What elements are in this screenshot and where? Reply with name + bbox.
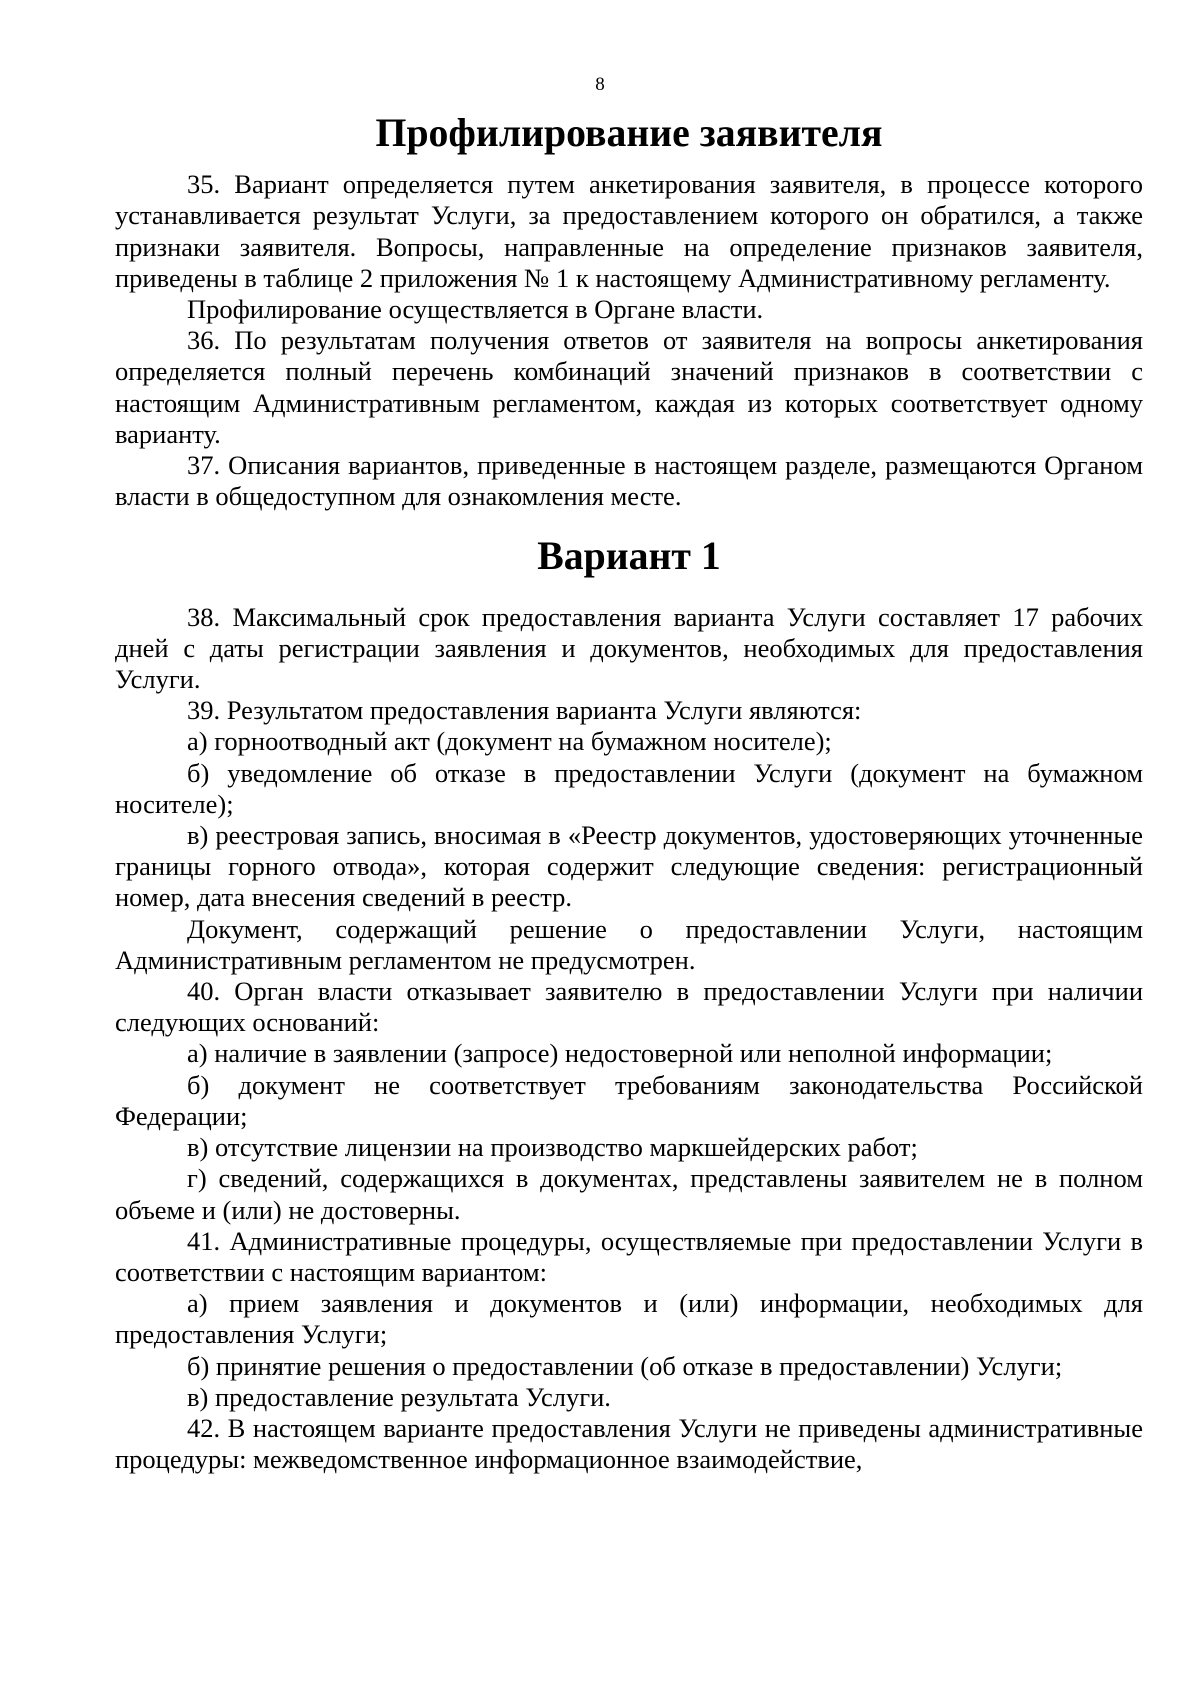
paragraph-38: 38. Максимальный срок предоставления варианта Услуги составляет 17 рабочих дней с даты регистрации заявления и документов, необходимых для предоставления Услуги. [115,601,1143,695]
list-item-41b: б) принятие решения о предоставлении (об отказе в предоставлении) Услуги; [187,1350,1063,1381]
paragraph-40: 40. Орган власти отказывает заявителю в предоставлении Услуги при наличии следующих оснований: [115,976,1143,1038]
list-item-40a: а) наличие в заявлении (запросе) недостоверной или неполной информации; [187,1038,1053,1069]
list-item-39c: в) реестровая запись, вносимая в «Реестр документов, удостоверяющих уточненные границы горного отвода», которая содержит следующие сведения: регистрационный номер, дата внесения сведений в реестр. [115,820,1143,913]
paragraph-39: 39. Результатом предоставления варианта Услуги являются: [187,695,862,726]
page-number: 8 [595,74,605,95]
paragraph-decision-document: Документ, содержащий решение о предоставлении Услуги, настоящим Административным регламентом не предусмотрен. [115,913,1143,975]
list-item-40b: б) документ не соответствует требованиям законодательства Российской Федерации; [115,1069,1143,1131]
list-item-41c: в) предоставление результата Услуги. [187,1381,611,1412]
paragraph-42: 42. В настоящем варианте предоставления Услуги не приведены административные процедуры: межведомственное информационное взаимодействие, [115,1412,1143,1475]
paragraph-36: 36. По результатам получения ответов от заявителя на вопросы анкетирования определяется полный перечень комбинаций значений признаков в соответствии с настоящим Административным регламентом, каждая из которых соответствует одному варианту. [115,325,1143,449]
list-item-40c: в) отсутствие лицензии на производство маркшейдерских работ; [187,1132,918,1163]
section-title-variant-1: Вариант 1 [537,534,721,579]
document-body [115,111,1143,1475]
list-item-40d: г) сведений, содержащихся в документах, представлены заявителем не в полном объеме и (или) не достоверны. [115,1163,1143,1225]
list-item-39a: а) горноотводный акт (документ на бумажном носителе); [187,726,832,757]
section-title-applicant-profiling: Профилирование заявителя [375,111,883,155]
list-item-41a: а) прием заявления и документов и (или) информации, необходимых для предоставления Услуги; [115,1288,1143,1350]
paragraph-41: 41. Административные процедуры, осуществляемые при предоставлении Услуги в соответствии с настоящим вариантом: [115,1225,1143,1287]
paragraph-35: 35. Вариант определяется путем анкетирования заявителя, в процессе которого устанавливается результат Услуги, за предоставлением которого он обратился, а также признаки заявителя. Вопросы, направленные на определение признаков заявителя, приведены в таблице 2 приложения № 1 к настоящему Административному регламенту. [115,169,1143,293]
list-item-39b: б) уведомление об отказе в предоставлении Услуги (документ на бумажном носителе); [115,757,1143,819]
paragraph-37: 37. Описания вариантов, приведенные в настоящем разделе, размещаются Органом власти в общедоступном для ознакомления месте. [115,450,1143,512]
paragraph-profiling-location: Профилирование осуществляется в Органе власти. [187,294,764,325]
